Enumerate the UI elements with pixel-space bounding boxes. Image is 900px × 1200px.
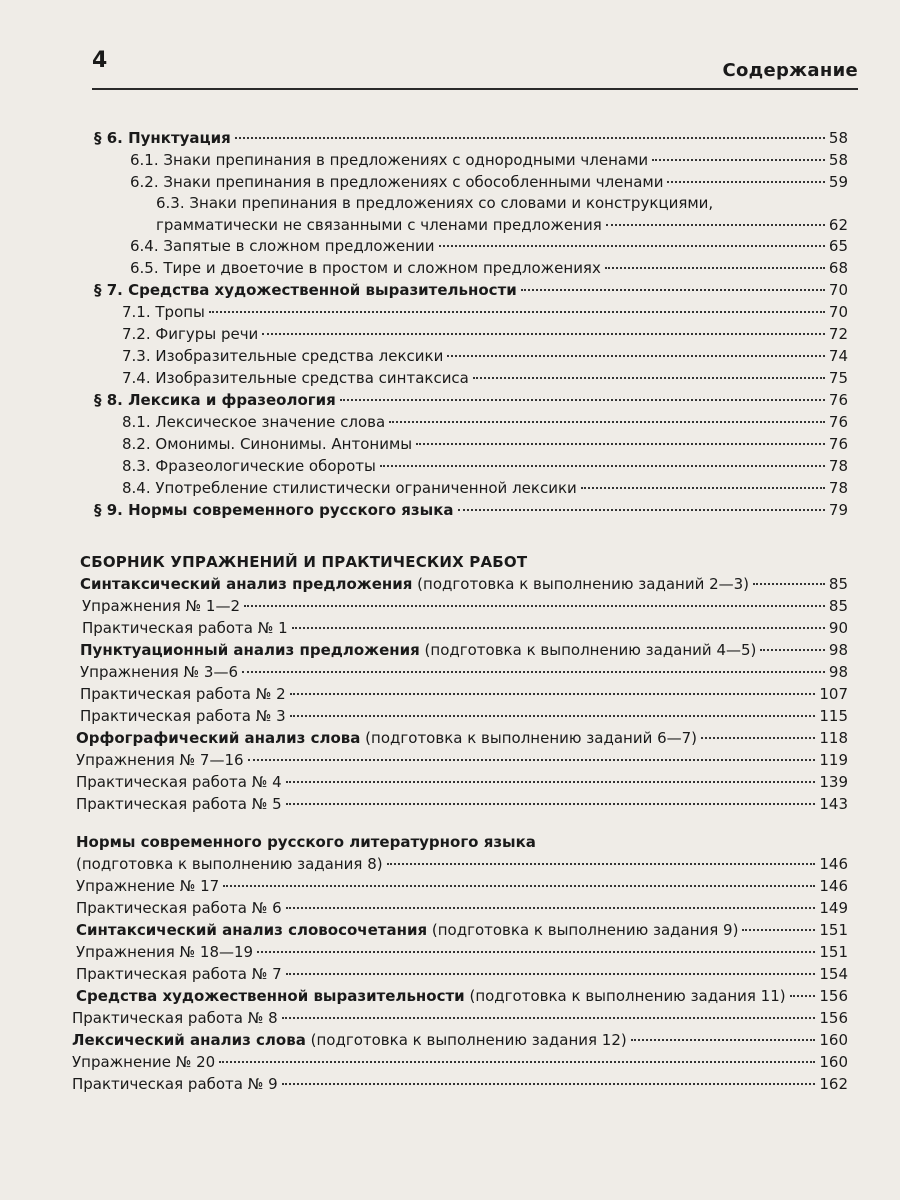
entry-title-text: (подготовка к выполнению задания 12)	[305, 1031, 627, 1049]
entry-title-text: 7.1. Тропы	[122, 303, 205, 321]
collection-entry[interactable]	[80, 706, 848, 726]
entry-title	[72, 1030, 627, 1050]
dot-leader	[790, 995, 816, 997]
page-ref: 72	[828, 325, 848, 343]
toc-entry[interactable]	[130, 150, 848, 170]
entry-title	[122, 478, 577, 498]
entry-title	[76, 876, 219, 896]
entry-title	[76, 986, 786, 1006]
entry-title-text: Упражнения № 3—6	[80, 663, 239, 681]
entry-title	[94, 500, 454, 520]
entry-title	[76, 794, 282, 814]
dot-leader	[760, 649, 825, 651]
entry-title-text: (подготовка к выполнению заданий 2—3)	[412, 575, 750, 593]
dot-leader	[262, 333, 825, 335]
dot-leader	[235, 137, 825, 139]
dot-leader	[447, 355, 825, 357]
page-ref: 78	[828, 457, 848, 475]
collection-entry[interactable]	[80, 574, 848, 594]
entry-title-bold: Орфографический анализ слова	[76, 729, 361, 747]
entry-title-text: (подготовка к выполнению заданий 6—7)	[360, 729, 698, 747]
page-ref: 90	[828, 619, 848, 637]
dot-leader	[742, 929, 815, 931]
page-ref: 118	[819, 729, 848, 747]
entry-title-text: Практическая работа № 3	[80, 707, 286, 725]
toc-entry[interactable]	[122, 434, 848, 454]
dot-leader	[242, 671, 825, 673]
entry-title	[76, 920, 738, 940]
page-ref: 162	[819, 1075, 848, 1093]
page-ref: 146	[819, 877, 848, 895]
entry-title-text: 6.4. Запятые в сложном предложении	[130, 237, 435, 255]
toc-entry[interactable]	[122, 302, 848, 322]
collection-entry[interactable]	[76, 728, 848, 748]
page-ref: 74	[828, 347, 848, 365]
entry-title	[122, 302, 205, 322]
page-number: 4	[92, 48, 108, 73]
collection-entry[interactable]	[80, 640, 848, 660]
dot-leader	[387, 863, 816, 865]
page-ref: 143	[819, 795, 848, 813]
toc-entry[interactable]	[94, 280, 848, 300]
entry-title-bold: Синтаксический анализ предложения	[80, 575, 413, 593]
dot-leader	[458, 509, 825, 511]
page-ref: 160	[819, 1053, 848, 1071]
toc-entry[interactable]	[94, 500, 848, 520]
collection-entry[interactable]	[72, 1074, 848, 1094]
toc-entry[interactable]	[122, 412, 848, 432]
entry-title-text: 6.5. Тире и двоеточие в простом и сложном предложениях	[130, 259, 601, 277]
toc-entry[interactable]	[156, 215, 848, 235]
dot-leader	[292, 627, 825, 629]
entry-title	[94, 280, 517, 300]
section-title: Содержание	[722, 60, 858, 81]
page-ref: 85	[828, 575, 848, 593]
entry-title-text: грамматически не связанными с членами предложения	[156, 216, 602, 234]
dot-leader	[439, 245, 825, 247]
toc-entry[interactable]	[122, 478, 848, 498]
page-ref: 156	[819, 987, 848, 1005]
page-ref: 58	[828, 129, 848, 147]
dot-leader	[286, 907, 816, 909]
entry-title-bold: § 7. Средства художественной выразительности	[94, 281, 517, 299]
entry-title	[80, 662, 238, 682]
entry-title	[76, 942, 253, 962]
entry-title	[130, 236, 435, 256]
toc-entry[interactable]	[130, 236, 848, 256]
collection-entry[interactable]	[80, 684, 848, 704]
dot-leader	[631, 1039, 816, 1041]
entry-title-text: 6.2. Знаки препинания в предложениях с обособленными членами	[130, 173, 664, 191]
page-ref: 98	[828, 663, 848, 681]
toc-entry[interactable]	[122, 324, 848, 344]
toc-entry[interactable]	[94, 390, 848, 410]
dot-leader	[286, 803, 816, 805]
collection-entry[interactable]	[72, 1030, 848, 1050]
entry-title	[130, 172, 663, 192]
entry-title-text: 8.4. Употребление стилистически ограниченной лексики	[122, 479, 577, 497]
entry-title	[94, 128, 231, 148]
entry-title	[76, 750, 244, 770]
page-ref: 119	[819, 751, 848, 769]
entry-title	[76, 898, 282, 918]
page-ref: 58	[828, 151, 848, 169]
dot-leader	[380, 465, 825, 467]
dot-leader	[248, 759, 816, 761]
page-ref: 85	[828, 597, 848, 615]
page-ref: 75	[828, 369, 848, 387]
page-ref: 149	[819, 899, 848, 917]
dot-leader	[209, 311, 825, 313]
entry-title-text: Практическая работа № 6	[76, 899, 282, 917]
entry-title	[76, 854, 383, 874]
dot-leader	[581, 487, 825, 489]
toc-entry[interactable]	[94, 128, 848, 148]
dot-leader	[257, 951, 815, 953]
dot-leader	[286, 973, 816, 975]
page-ref: 151	[819, 921, 848, 939]
entry-title	[130, 258, 601, 278]
toc-entry[interactable]	[130, 172, 848, 192]
entry-title-bold: Средства художественной выразительности	[76, 987, 465, 1005]
page-ref: 76	[828, 435, 848, 453]
dot-leader	[244, 605, 825, 607]
dot-leader	[223, 885, 815, 887]
collection-entry[interactable]	[82, 596, 848, 616]
collection-entry[interactable]	[76, 964, 848, 984]
entry-title-text: Практическая работа № 9	[72, 1075, 278, 1093]
entry-title-bold: § 9. Нормы современного русского языка	[94, 501, 454, 519]
collection-entry[interactable]	[76, 854, 848, 874]
dot-leader	[286, 781, 816, 783]
page-ref: 107	[819, 685, 848, 703]
dot-leader	[701, 737, 815, 739]
page-ref: 146	[819, 855, 848, 873]
page-ref: 154	[819, 965, 848, 983]
entry-title-bold: Синтаксический анализ словосочетания	[76, 921, 428, 939]
dot-leader	[282, 1017, 816, 1019]
entry-title-bold: Пунктуационный анализ предложения	[80, 641, 420, 659]
collection-entry[interactable]	[76, 898, 848, 918]
toc-entry[interactable]	[122, 346, 848, 366]
entry-title-text: Практическая работа № 2	[80, 685, 286, 703]
page-ref: 70	[828, 281, 848, 299]
entry-title	[72, 1008, 278, 1028]
collection-entry[interactable]	[76, 750, 848, 770]
page-ref: 78	[828, 479, 848, 497]
entry-title-text: Практическая работа № 5	[76, 795, 282, 813]
dot-leader	[667, 181, 824, 183]
entry-title	[80, 640, 756, 660]
entry-title-text: Упражнения № 7—16	[76, 751, 244, 769]
dot-leader	[606, 224, 825, 226]
entry-title-text: 8.3. Фразеологические обороты	[122, 457, 376, 475]
collection-entry[interactable]	[72, 1052, 848, 1072]
dot-leader	[521, 289, 825, 291]
page-ref: 62	[828, 216, 848, 234]
entry-title-text: Упражнение № 20	[72, 1053, 216, 1071]
dot-leader	[219, 1061, 815, 1063]
collection-entry[interactable]	[72, 1008, 848, 1028]
entry-title-text: Практическая работа № 8	[72, 1009, 278, 1027]
toc-entry[interactable]	[122, 456, 848, 476]
entry-title-text: Практическая работа № 4	[76, 773, 282, 791]
entry-title-text: 8.2. Омонимы. Синонимы. Антонимы	[122, 435, 413, 453]
collection-entry[interactable]	[76, 772, 848, 792]
page-ref: 156	[819, 1009, 848, 1027]
entry-title-text: Упражнения № 18—19	[76, 943, 254, 961]
dot-leader	[473, 377, 825, 379]
entry-title	[72, 1052, 215, 1072]
toc-entry-norms-heading: Нормы современного русского литературного языка	[76, 833, 536, 851]
page-ref: 68	[828, 259, 848, 277]
entry-title	[76, 964, 282, 984]
entry-title	[82, 596, 240, 616]
entry-title	[122, 434, 412, 454]
page-ref: 70	[828, 303, 848, 321]
entry-title	[122, 456, 376, 476]
entry-title	[72, 1074, 278, 1094]
dot-leader	[282, 1083, 816, 1085]
collection-entry[interactable]	[76, 986, 848, 1006]
entry-title-text: 7.2. Фигуры речи	[122, 325, 259, 343]
dot-leader	[340, 399, 825, 401]
page-ref: 76	[828, 391, 848, 409]
entry-title-text: (подготовка к выполнению заданий 4—5)	[419, 641, 757, 659]
entry-title	[80, 684, 286, 704]
collection-entry[interactable]	[76, 794, 848, 814]
dot-leader	[416, 443, 825, 445]
entry-title	[82, 618, 288, 638]
page-ref: 59	[828, 173, 848, 191]
dot-leader	[652, 159, 825, 161]
entry-title	[76, 772, 282, 792]
entry-title-bold: Лексический анализ слова	[72, 1031, 306, 1049]
entry-title-bold: § 8. Лексика и фразеология	[94, 391, 336, 409]
entry-title	[76, 728, 697, 748]
entry-title-text: Практическая работа № 1	[82, 619, 288, 637]
entry-title	[80, 706, 286, 726]
page-ref: 151	[819, 943, 848, 961]
page-ref: 139	[819, 773, 848, 791]
toc-entry[interactable]	[122, 368, 848, 388]
toc-entry[interactable]	[130, 258, 848, 278]
collection-entry[interactable]	[76, 876, 848, 896]
dot-leader	[389, 421, 825, 423]
collection-entry[interactable]	[76, 920, 848, 940]
entry-title-text: 6.1. Знаки препинания в предложениях с однородными членами	[130, 151, 649, 169]
dot-leader	[290, 693, 816, 695]
entry-title	[80, 574, 749, 594]
entry-title-text: Упражнение № 17	[76, 877, 220, 895]
entry-title-bold: § 6. Пунктуация	[94, 129, 231, 147]
collection-entry[interactable]	[80, 662, 848, 682]
toc-entry-6-3-first-line: 6.3. Знаки препинания в предложениях со словами и конструкциями,	[156, 194, 714, 212]
entry-title-text: 7.4. Изобразительные средства синтаксиса	[122, 369, 469, 387]
entry-title-text: (подготовка к выполнению задания 9)	[427, 921, 739, 939]
entry-title	[130, 150, 648, 170]
entry-title-text: (подготовка к выполнению задания 8)	[76, 855, 383, 873]
entry-title-text: Упражнения № 1—2	[82, 597, 241, 615]
page-header	[92, 48, 858, 90]
entry-title	[122, 368, 469, 388]
entry-title	[94, 390, 336, 410]
collection-entry[interactable]	[76, 942, 848, 962]
entry-title	[156, 215, 602, 235]
dot-leader	[753, 583, 825, 585]
page-ref: 65	[828, 237, 848, 255]
page-ref: 76	[828, 413, 848, 431]
collection-heading: СБОРНИК УПРАЖНЕНИЙ И ПРАКТИЧЕСКИХ РАБОТ	[80, 553, 528, 571]
entry-title	[122, 346, 443, 366]
page-ref: 98	[828, 641, 848, 659]
page-ref: 160	[819, 1031, 848, 1049]
entry-title-text: Практическая работа № 7	[76, 965, 282, 983]
dot-leader	[605, 267, 825, 269]
entry-title-text: (подготовка к выполнению задания 11)	[464, 987, 786, 1005]
entry-title	[122, 412, 385, 432]
dot-leader	[290, 715, 816, 717]
entry-title-text: 7.3. Изобразительные средства лексики	[122, 347, 444, 365]
entry-title	[122, 324, 258, 344]
page-ref: 115	[819, 707, 848, 725]
collection-entry[interactable]	[82, 618, 848, 638]
page-ref: 79	[828, 501, 848, 519]
entry-title-text: 8.1. Лексическое значение слова	[122, 413, 386, 431]
